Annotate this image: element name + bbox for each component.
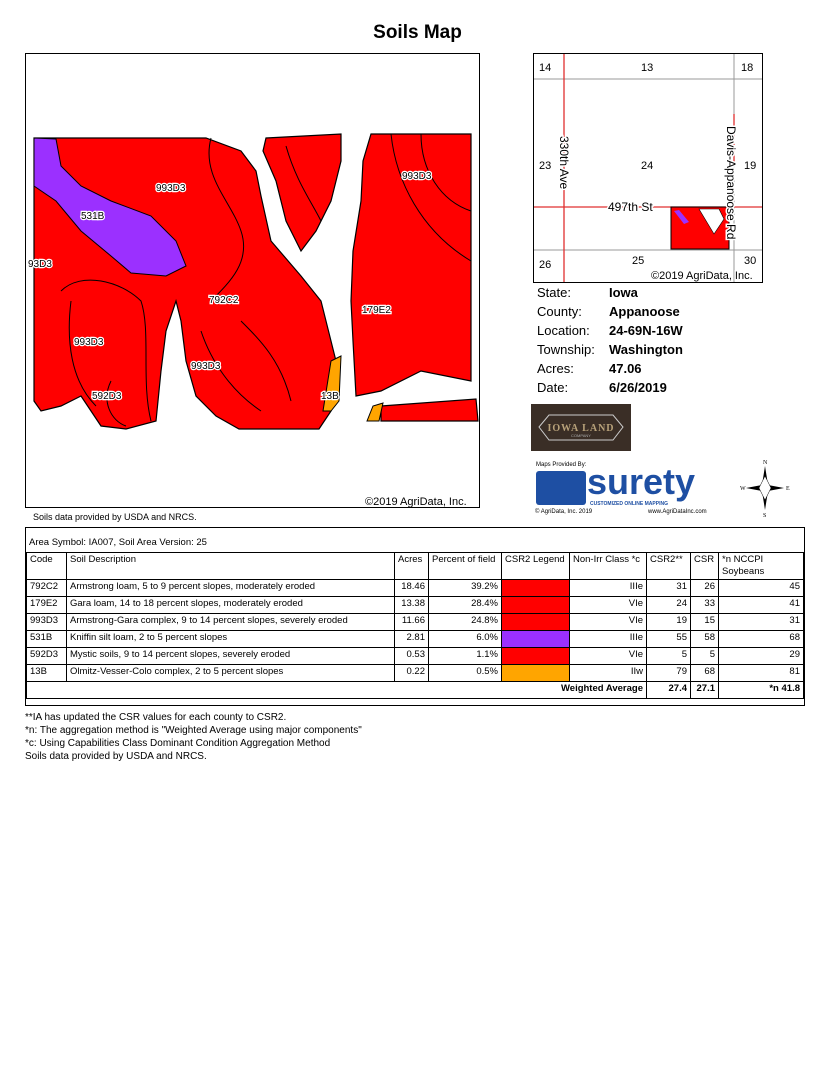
area-symbol: Area Symbol: IA007, Soil Area Version: 25 [29, 537, 207, 548]
soils-map-drawing [26, 54, 479, 507]
col-header: Percent of field [429, 553, 502, 580]
map-label: 93D3 [28, 259, 52, 270]
soil-description: Mystic soils, 9 to 14 percent slopes, severely eroded [67, 648, 395, 665]
csr2-value: 79 [647, 665, 691, 682]
csr2-legend-swatch [502, 597, 570, 614]
col-header: CSR [691, 553, 719, 580]
table-row [27, 665, 804, 682]
soil-description: Kniffin silt loam, 2 to 5 percent slopes [67, 631, 395, 648]
info-value: 24-69N-16W [609, 323, 683, 338]
table-row [27, 631, 804, 648]
weighted-average-row [27, 682, 804, 699]
csr-value: 33 [691, 597, 719, 614]
section-number: 23 [539, 160, 552, 172]
soil-code: 179E2 [27, 597, 67, 614]
map-label: 531B [81, 211, 105, 222]
map-label: 792C2 [209, 295, 239, 306]
percent-of-field: 28.4% [429, 597, 502, 614]
info-label: Date: [537, 380, 569, 395]
compass-s: S [763, 513, 767, 518]
table-row [27, 614, 804, 631]
map-copyright: ©2019 AgriData, Inc. [365, 496, 467, 508]
percent-of-field: 0.5% [429, 665, 502, 682]
soil-description: Armstrong loam, 5 to 9 percent slopes, moderately eroded [67, 580, 395, 597]
footnote: *n: The aggregation method is "Weighted Average using major components" [25, 725, 362, 736]
nccpi-value: 45 [719, 580, 804, 597]
soil-description: Gara loam, 14 to 18 percent slopes, moderately eroded [67, 597, 395, 614]
csr2-legend-swatch [502, 631, 570, 648]
csr2-value: 19 [647, 614, 691, 631]
section-number: 18 [741, 62, 754, 74]
compass-e: E [786, 486, 790, 492]
weighted-average-label: Weighted Average [27, 682, 647, 699]
compass-n: N [763, 460, 768, 466]
section-number: 14 [539, 62, 552, 74]
map-label: 13B [321, 391, 339, 402]
percent-of-field: 24.8% [429, 614, 502, 631]
acres: 2.81 [395, 631, 429, 648]
section-number: 25 [632, 255, 645, 267]
non-irr-class: IIIe [570, 580, 647, 597]
iowa-land-company-logo [531, 404, 631, 451]
col-header: Code [27, 553, 67, 580]
table-row [27, 597, 804, 614]
road-label: Davis-Appanoose Rd [724, 126, 738, 240]
map-label: 993D3 [191, 361, 221, 372]
col-header: Non-Irr Class *c [570, 553, 647, 580]
page-title: Soils Map [373, 22, 462, 43]
csr-value: 5 [691, 648, 719, 665]
road-label: 497th St [608, 200, 653, 214]
col-header: Acres [395, 553, 429, 580]
non-irr-class: VIe [570, 648, 647, 665]
section-number: 30 [744, 255, 757, 267]
col-header: CSR2 Legend [502, 553, 570, 580]
soils-map [25, 53, 480, 508]
csr2-legend-swatch [502, 614, 570, 631]
nccpi-value: 41 [719, 597, 804, 614]
non-irr-class: IIIe [570, 631, 647, 648]
soil-field-southeast [381, 399, 478, 421]
percent-of-field: 1.1% [429, 648, 502, 665]
locator-map [533, 53, 763, 283]
maps-provided-by: Maps Provided By: [536, 462, 587, 468]
svg-text:COMPANY: COMPANY [571, 433, 591, 438]
map-label: 993D3 [402, 171, 432, 182]
soil-code: 13B [27, 665, 67, 682]
non-irr-class: IIw [570, 665, 647, 682]
inset-copyright: ©2019 AgriData, Inc. [651, 270, 753, 282]
footnote: *c: Using Capabilities Class Dominant Condition Aggregation Method [25, 738, 331, 749]
csr2-legend-swatch [502, 648, 570, 665]
csr-value: 26 [691, 580, 719, 597]
road-label: 330th Ave [557, 136, 571, 190]
info-label: Location: [537, 323, 590, 338]
map-label: 179E2 [362, 305, 391, 316]
info-value: Washington [609, 342, 683, 357]
csr2-value: 5 [647, 648, 691, 665]
weighted-csr: 27.1 [691, 682, 719, 699]
non-irr-class: VIe [570, 597, 647, 614]
table-row [27, 580, 804, 597]
col-header: Soil Description [67, 553, 395, 580]
compass-rose-icon [740, 458, 790, 518]
nccpi-value: 29 [719, 648, 804, 665]
info-value: Appanoose [609, 304, 680, 319]
csr2-legend-swatch [502, 580, 570, 597]
surety-wordmark: surety [587, 461, 696, 502]
surety-tagline: CUSTOMIZED ONLINE MAPPING [590, 501, 668, 507]
nccpi-value: 31 [719, 614, 804, 631]
col-header: *n NCCPI Soybeans [719, 553, 804, 580]
nccpi-value: 81 [719, 665, 804, 682]
info-value: Iowa [609, 285, 638, 300]
footnote: Soils data provided by USDA and NRCS. [25, 751, 207, 762]
soil-field-northeast [263, 134, 341, 251]
info-value: 6/26/2019 [609, 380, 667, 395]
soil-code: 531B [27, 631, 67, 648]
csr2-legend-swatch [502, 665, 570, 682]
soil-code: 993D3 [27, 614, 67, 631]
compass-w: W [740, 486, 746, 492]
acres: 11.66 [395, 614, 429, 631]
csr-value: 15 [691, 614, 719, 631]
svg-text:IOWA LAND: IOWA LAND [547, 423, 615, 434]
percent-of-field: 39.2% [429, 580, 502, 597]
acres: 0.53 [395, 648, 429, 665]
section-number: 13 [641, 62, 654, 74]
soil-description: Olmitz-Vesser-Colo complex, 2 to 5 percent slopes [67, 665, 395, 682]
soils-table-panel [25, 527, 805, 706]
info-value: 47.06 [609, 361, 642, 376]
section-number: 19 [744, 160, 757, 172]
acres: 13.38 [395, 597, 429, 614]
section-number: 24 [641, 160, 654, 172]
csr-value: 68 [691, 665, 719, 682]
globe-icon [536, 471, 586, 505]
csr2-value: 31 [647, 580, 691, 597]
footnote: **IA has updated the CSR values for each county to CSR2. [25, 712, 287, 723]
col-header: CSR2** [647, 553, 691, 580]
surety-logo [533, 462, 723, 518]
csr-value: 58 [691, 631, 719, 648]
non-irr-class: VIe [570, 614, 647, 631]
nccpi-value: 68 [719, 631, 804, 648]
info-label: County: [537, 304, 582, 319]
weighted-csr2: 27.4 [647, 682, 691, 699]
map-label: 993D3 [74, 337, 104, 348]
section-number: 26 [539, 259, 552, 271]
table-header-row [27, 553, 804, 580]
map-label: 993D3 [156, 183, 186, 194]
acres: 18.46 [395, 580, 429, 597]
info-label: Acres: [537, 361, 574, 376]
soil-description: Armstrong-Gara complex, 9 to 14 percent slopes, severely eroded [67, 614, 395, 631]
map-label: 592D3 [92, 391, 122, 402]
soil-code: 792C2 [27, 580, 67, 597]
percent-of-field: 6.0% [429, 631, 502, 648]
locator-map-drawing [534, 54, 762, 282]
source-note: Soils data provided by USDA and NRCS. [33, 512, 197, 522]
weighted-nccpi: *n 41.8 [719, 682, 804, 699]
csr2-value: 55 [647, 631, 691, 648]
info-label: State: [537, 285, 571, 300]
info-label: Township: [537, 342, 595, 357]
agridata-copyright: © AgriData, Inc. 2019 [535, 509, 593, 515]
table-row [27, 648, 804, 665]
csr2-value: 24 [647, 597, 691, 614]
soil-code: 592D3 [27, 648, 67, 665]
acres: 0.22 [395, 665, 429, 682]
agridata-url: www.AgriDataInc.com [648, 509, 707, 515]
soils-table [26, 552, 804, 699]
